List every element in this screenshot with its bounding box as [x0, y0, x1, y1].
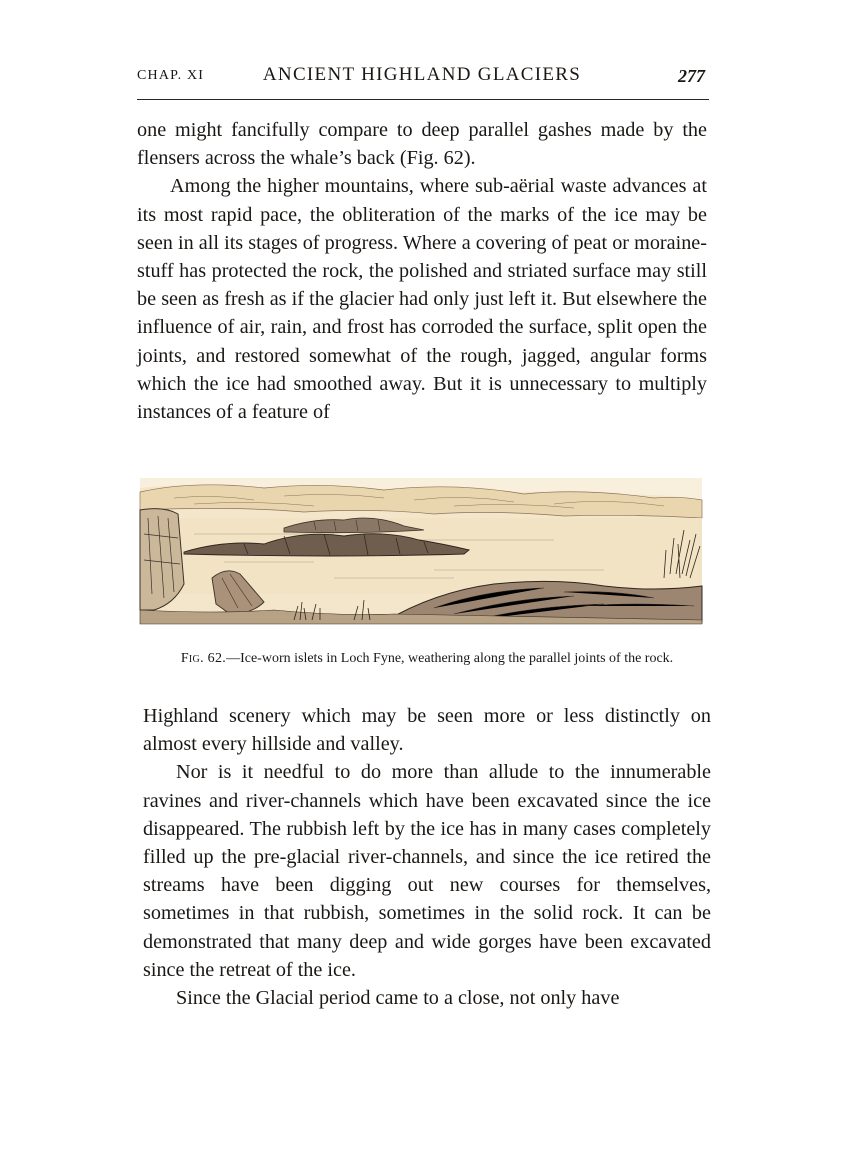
paragraph: Since the Glacial period came to a close, not only have [176, 987, 620, 1010]
paragraph: Nor is it needful to do more than allude to the innumerable ravines and river-channels which have been excavated since the ice disappeared. The rubbish left by the ice has in many cases completely filled up the pre-glacial river-channels, and since the ice retired the streams have been digging out new courses for themselves, sometimes in that rubbish, sometimes in the solid rock. It can be demonstrated that many deep and wide gorges have been excavated since the retreat of the ice. [143, 761, 711, 981]
figure-illustration [134, 474, 708, 640]
loch-fyne-engraving [134, 474, 708, 640]
text-block-bottom [143, 702, 711, 1012]
paragraph: one might fancifully compare to deep parallel gashes made by the flensers across the whale’s back (Fig. 62). [137, 119, 707, 170]
paragraph: Among the higher mountains, where sub-aërial waste advances at its most rapid pace, the obliteration of the marks of the ice may be seen in all its stages of progress. Where a covering of peat or moraine-stuff has protected the rock, the polished and striated surface may still be seen as fresh as if the glacier had only just left it. But elsewhere the influence of air, rain, and frost has corroded the surface, split open the joints, and restored somewhat of the rough, jagged, angular forms which the ice had smoothed away. But it is unnecessary to multiply instances of a feature of [137, 175, 707, 424]
running-head [137, 62, 707, 88]
caption-text: —Ice-worn islets in Loch Fyne, weathering along the parallel joints of the rock. [226, 651, 674, 666]
paragraph: Highland scenery which may be seen more or less distinctly on almost every hillside and valley. [143, 705, 711, 756]
page-number: 277 [678, 66, 705, 86]
figure-caption [143, 649, 711, 669]
header-rule [137, 99, 709, 100]
text-block-top [137, 116, 707, 426]
running-title: ANCIENT HIGHLAND GLACIERS [262, 64, 582, 85]
chapter-label: CHAP. XI [137, 68, 205, 83]
figure-label: Fig. 62. [180, 651, 227, 666]
